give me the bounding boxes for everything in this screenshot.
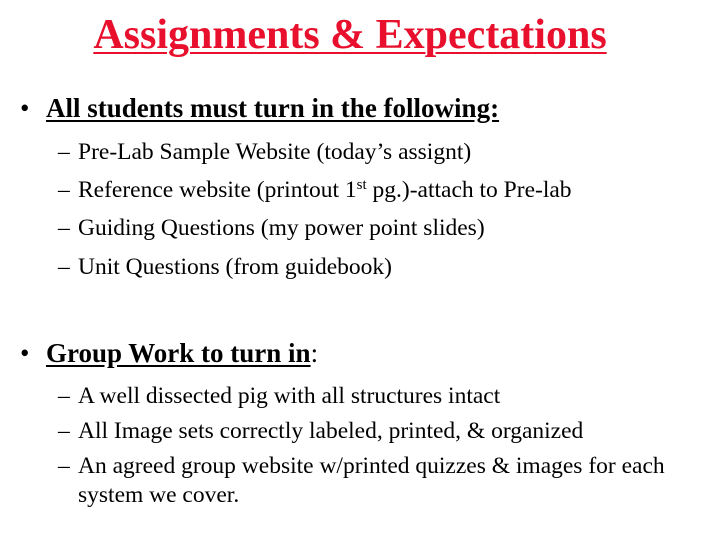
slide-title: Assignments & Expectations (93, 12, 607, 58)
list-item: – Reference website (printout 1st pg.)-attach to Pre-lab (58, 177, 572, 204)
section-heading-group: • Group Work to turn in: (20, 338, 319, 368)
dash-icon: – (58, 139, 70, 165)
list-item: – Pre-Lab Sample Website (today’s assignt) (58, 139, 472, 165)
dash-icon: – (58, 418, 70, 445)
section-heading-text: Group Work to turn in (46, 338, 311, 368)
list-item: – Guiding Questions (my power point slides) (58, 215, 485, 242)
list-item: – An agreed group website w/printed quizzes & images for each system we cover. (58, 453, 665, 508)
bullet-icon: • (20, 338, 30, 368)
dash-icon: – (58, 453, 70, 480)
dash-icon: – (58, 215, 70, 242)
dash-icon: – (58, 253, 70, 280)
dash-icon: – (58, 177, 70, 204)
superscript: st (356, 177, 367, 194)
list-item: – All Image sets correctly labeled, printed, & organized (58, 418, 584, 445)
group-list (58, 382, 678, 516)
bullet-icon: • (20, 93, 30, 123)
section-heading-text: All students must turn in the following: (46, 93, 500, 123)
section-heading-students (20, 92, 499, 124)
students-list (58, 138, 572, 291)
list-item: – A well dissected pig with all structures intact (58, 383, 501, 409)
list-item: – Unit Questions (from guidebook) (58, 253, 392, 280)
dash-icon: – (58, 383, 70, 409)
